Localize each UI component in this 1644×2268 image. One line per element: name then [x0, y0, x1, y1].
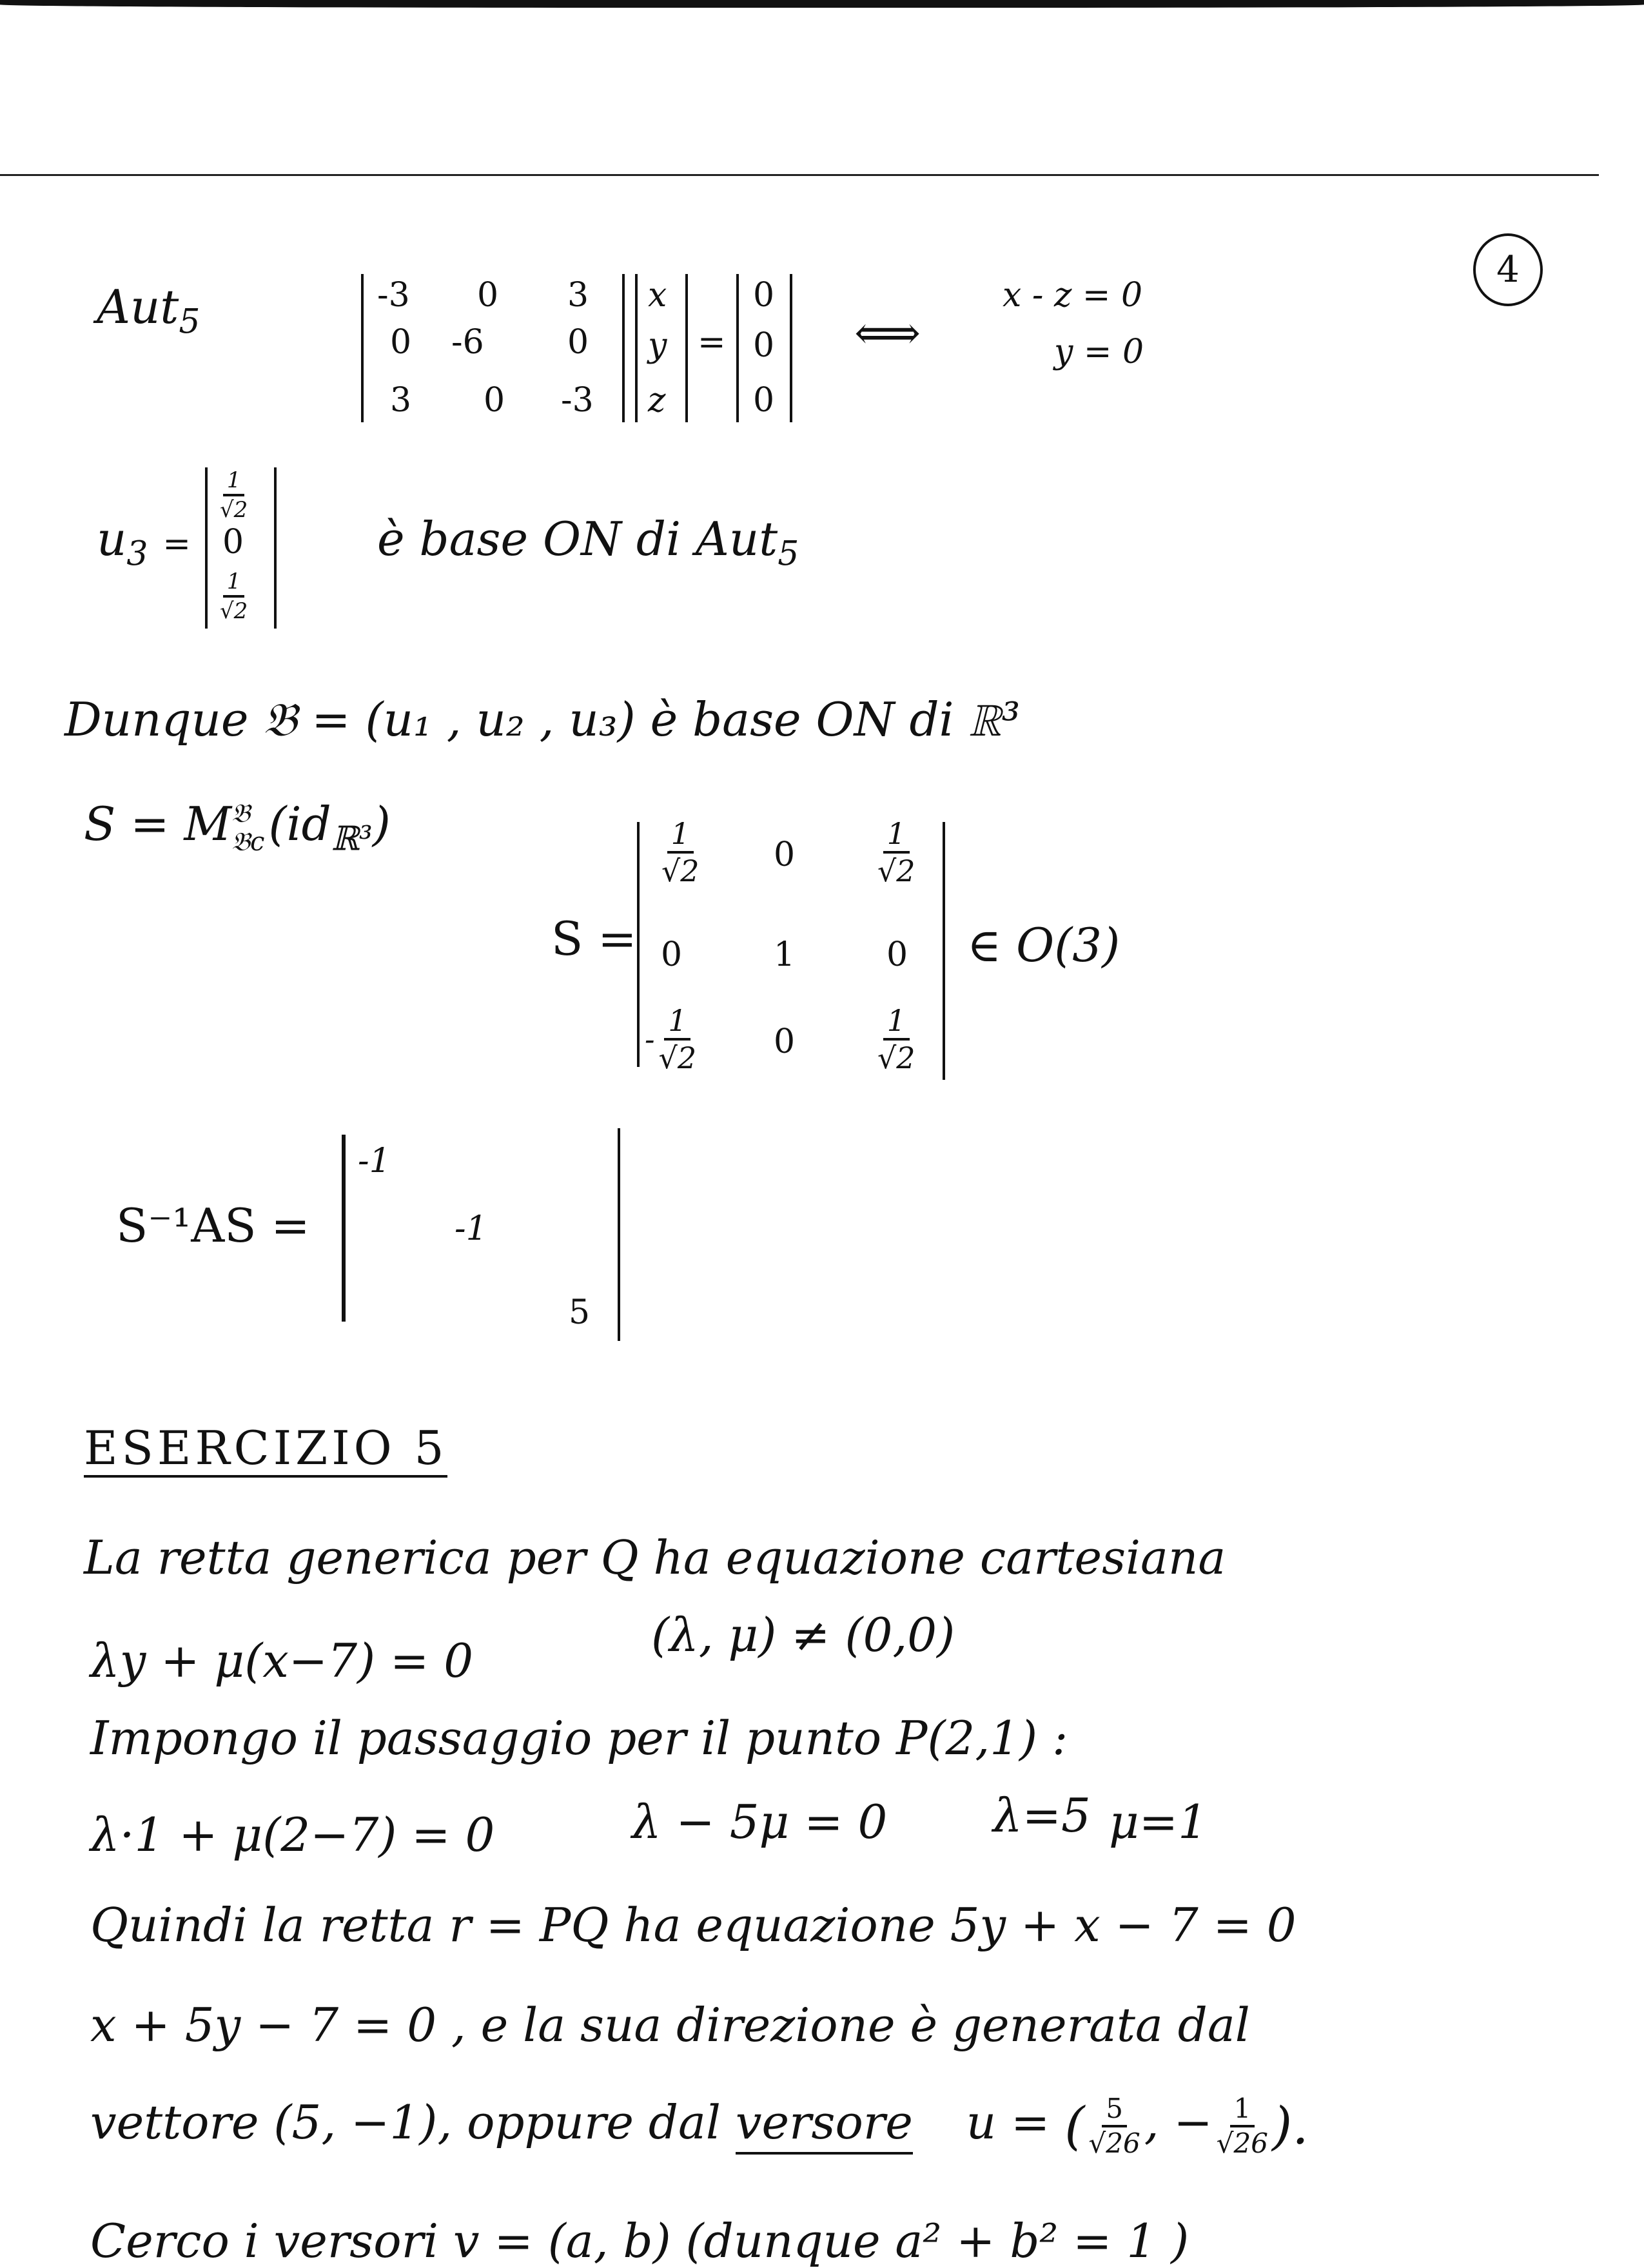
- versor-keyword: versore: [736, 2095, 913, 2155]
- fraction-denominator: √2: [658, 1041, 697, 1075]
- matrix-cell: 0: [567, 323, 589, 362]
- page-number: 4: [1496, 249, 1520, 291]
- matrix-cell: 0: [477, 276, 499, 315]
- versor-u-label: u =: [966, 2095, 1050, 2149]
- matrix-cell: -6: [451, 323, 484, 362]
- s-def-superscript: 𝔅: [231, 799, 251, 828]
- fraction-denominator: √2: [877, 1041, 915, 1075]
- diagonal-entry: 5: [569, 1293, 591, 1332]
- exercise-line: λ·1 + μ(2−7) = 0: [90, 1808, 495, 1862]
- u3-entry-3: [216, 571, 251, 622]
- vector-left-bar: [635, 274, 638, 422]
- exercise-line: La retta generica per Q ha equazione cartesiana: [84, 1530, 1226, 1585]
- vector-right-bar: [685, 274, 688, 422]
- versor-component-1: [1084, 2095, 1144, 2157]
- aut-text: Aut: [97, 280, 179, 334]
- u3-letter: u: [97, 512, 127, 566]
- fraction-denominator: √26: [1088, 2127, 1140, 2159]
- fraction-denominator: √2: [220, 598, 248, 624]
- u3-entry-2: 0: [222, 523, 244, 562]
- vector-cell: 0: [753, 276, 775, 315]
- exercise-line: vettore (5, −1), oppure dal: [90, 2095, 721, 2149]
- u3-label: [97, 512, 191, 574]
- u3-entry-1: [216, 469, 251, 521]
- s-definition: [84, 797, 391, 859]
- fraction-denominator: √26: [1216, 2127, 1269, 2159]
- basis-statement: Dunque 𝔅 = (u₁ , u₂ , u₃) è base ON di ℝ³: [64, 692, 1021, 747]
- diagonal-entry: -1: [455, 1209, 487, 1248]
- s-def-identity: (id: [268, 797, 331, 851]
- exercise-line: λ=5: [993, 1788, 1091, 1843]
- fraction-numerator: 1: [667, 819, 694, 854]
- s-def-subscript: 𝔅c: [231, 827, 265, 857]
- equals-sign: =: [698, 323, 726, 362]
- s-cell-3-1: [645, 1003, 700, 1075]
- fraction-numerator: 1: [664, 1006, 690, 1041]
- matrix-right-bar: [943, 822, 945, 1080]
- s-def-identity-subscript: ℝ³: [331, 819, 373, 859]
- vector-cell: 0: [753, 381, 775, 420]
- fraction-numerator: 1: [883, 1006, 910, 1041]
- s-cell-3-2: 0: [774, 1022, 796, 1061]
- matrix-cell: 0: [390, 323, 412, 362]
- system-equation: x - z = 0: [1003, 276, 1143, 315]
- aut-subscript: 5: [179, 302, 201, 342]
- vector-left-bar: [736, 274, 739, 422]
- vector-cell: x: [648, 276, 667, 315]
- s-cell-1-2: 0: [774, 836, 796, 874]
- diagonal-form-label: S⁻¹AS =: [116, 1198, 310, 1253]
- exercise-5-title: ESERCIZIO 5: [84, 1425, 447, 1478]
- s-cell-3-3: [874, 1003, 919, 1075]
- u3-statement-text: è base ON di Aut: [377, 512, 778, 566]
- s-matrix-label: S =: [551, 912, 637, 966]
- matrix-cell: 3: [390, 381, 412, 420]
- iff-arrow: ⟺: [854, 306, 921, 360]
- vector-cell: y: [648, 326, 667, 365]
- vector-cell: z: [648, 381, 666, 420]
- orthogonal-group-membership: ∈ O(3): [967, 918, 1120, 972]
- matrix-left-bar: [361, 274, 364, 422]
- equals-sign: =: [162, 525, 191, 563]
- exercise-line-versor: vettore (5, −1), oppure dal versore u = ( $\frac{5}{√26}$ , − $\frac{1}{√26}$ ).: [90, 2093, 1309, 2159]
- matrix-cell: -3: [561, 381, 594, 420]
- exercise-line: x + 5y − 7 = 0 , e la sua direzione è generata dal: [90, 1998, 1250, 2052]
- s-cell-1-3: [874, 816, 919, 888]
- matrix-right-bar: [622, 274, 625, 422]
- exercise-line: Quindi la retta r = PQ ha equazione 5y + x − 7 = 0: [90, 1898, 1297, 1952]
- matrix-cell: 0: [484, 381, 505, 420]
- aut-subscript: 5: [778, 534, 799, 574]
- fraction-denominator: √2: [661, 854, 700, 888]
- exercise-line: λ − 5μ = 0: [632, 1795, 888, 1849]
- vector-cell: 0: [753, 326, 775, 365]
- fraction-numerator: 1: [1230, 2095, 1255, 2127]
- vector-right-bar: [274, 467, 277, 629]
- vector-left-bar: [205, 467, 208, 629]
- matrix-cell: 3: [567, 276, 589, 315]
- s-cell-2-3: 0: [886, 935, 908, 974]
- fraction-numerator: 1: [223, 469, 245, 496]
- diagonal-entry: -1: [358, 1142, 391, 1180]
- s-cell-2-2: 1: [774, 935, 796, 974]
- matrix-left-bar: [637, 822, 640, 1067]
- matrix-left-bar: [342, 1135, 346, 1322]
- s-cell-1-1: [658, 816, 703, 888]
- system-equation: y = 0: [1054, 333, 1144, 371]
- aut5-label: [97, 280, 201, 342]
- matrix-cell: -3: [377, 276, 410, 315]
- exercise-line: μ=1: [1109, 1795, 1208, 1849]
- matrix-right-bar: [618, 1128, 620, 1341]
- versor-component-2: [1213, 2095, 1272, 2157]
- page-number-badge: [1473, 233, 1543, 306]
- fraction-denominator: √2: [220, 497, 248, 523]
- fraction-denominator: √2: [877, 854, 915, 888]
- s-cell-2-1: 0: [661, 935, 683, 974]
- u3-statement: [377, 512, 799, 574]
- page-header-rule: [0, 174, 1599, 176]
- fraction-numerator: 5: [1102, 2095, 1127, 2127]
- fraction-numerator: 1: [223, 571, 245, 598]
- exercise-line: Cerco i versori v = (a, b) (dunque a² + b² = 1 ): [90, 2214, 1189, 2268]
- exercise-line: λy + μ(x−7) = 0: [90, 1634, 474, 1688]
- s-def-main: S = M: [84, 797, 232, 851]
- exercise-line: Impongo il passaggio per il punto P(2,1) :: [90, 1711, 1068, 1765]
- u3-subscript: 3: [126, 534, 148, 574]
- minus-sign: -: [645, 1022, 655, 1057]
- page-top-edge: [0, 0, 1644, 8]
- s-def-close-paren: ): [372, 797, 391, 851]
- vector-right-bar: [790, 274, 792, 422]
- exercise-line: (λ, μ) ≠ (0,0): [651, 1608, 955, 1662]
- fraction-numerator: 1: [883, 819, 910, 854]
